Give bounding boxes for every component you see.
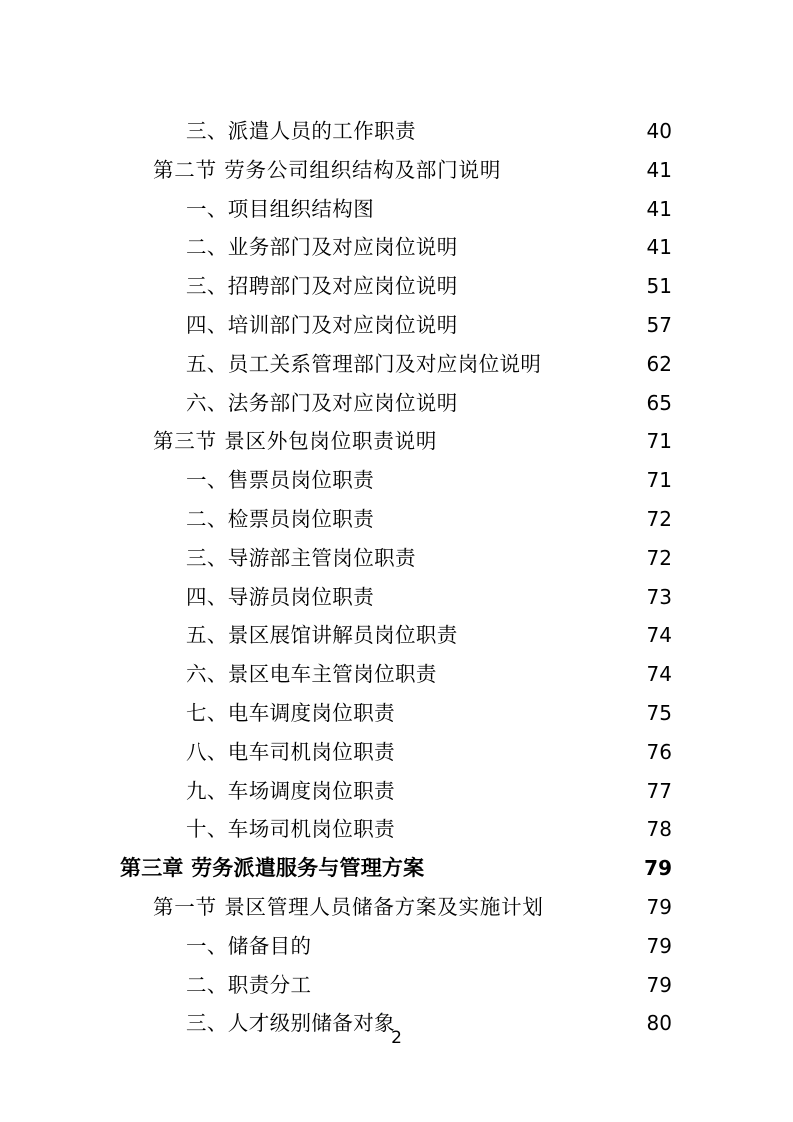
toc-entry-page-number: 57 (646, 312, 672, 337)
toc-entry[interactable] (120, 655, 672, 694)
toc-entry-label: 一、售票员岗位职责 (186, 468, 375, 493)
toc-dot-leader (395, 816, 646, 837)
toc-entry-page-number: 65 (646, 390, 672, 415)
toc-entry[interactable] (120, 461, 672, 500)
toc-dot-leader (416, 118, 646, 139)
toc-entry-label: 五、景区展馆讲解员岗位职责 (186, 623, 458, 648)
toc-dot-leader (458, 234, 637, 255)
toc-entry-page-number: 40 (646, 119, 672, 143)
toc-dot-leader (416, 544, 646, 565)
toc-entry[interactable] (120, 345, 672, 384)
toc-entry[interactable] (120, 927, 672, 966)
toc-entry-label: 一、项目组织结构图 (186, 196, 375, 221)
toc-entry-page-number: 41 (646, 157, 672, 182)
toc-entry[interactable] (120, 966, 672, 1005)
toc-entry-page-number: 41 (646, 196, 672, 221)
toc-entry-label: 五、员工关系管理部门及对应岗位说明 (186, 351, 542, 376)
toc-entry-label: 一、储备目的 (186, 933, 312, 958)
toc-entry-label: 三、人才级别储备对象 (186, 1011, 395, 1036)
toc-entry-page-number: 76 (646, 739, 672, 764)
toc-entry-page-number: 72 (646, 545, 672, 570)
toc-entry-page-number: 73 (646, 584, 672, 609)
toc-entry-label: 三、派遣人员的工作职责 (186, 119, 416, 143)
toc-entry[interactable] (120, 694, 672, 733)
toc-entry[interactable] (120, 849, 672, 888)
toc-entry[interactable] (120, 384, 672, 423)
toc-entry-page-number: 77 (646, 778, 672, 803)
toc-entry-page-number: 51 (646, 274, 672, 299)
toc-dot-leader (544, 893, 637, 914)
footer-page-number: 2 (391, 1028, 402, 1048)
toc-dot-leader (458, 622, 637, 643)
toc-dot-leader (501, 156, 646, 177)
toc-entry-page-number: 79 (646, 894, 672, 919)
toc-entry-label: 第三章 劳务派遣服务与管理方案 (120, 855, 425, 881)
toc-entry-label: 三、招聘部门及对应岗位说明 (186, 274, 458, 299)
toc-entry-label: 四、培训部门及对应岗位说明 (186, 312, 458, 337)
toc-dot-leader (311, 971, 637, 992)
toc-dot-leader (437, 661, 637, 682)
toc-entry[interactable] (120, 810, 672, 849)
toc-entry[interactable] (120, 539, 672, 578)
toc-entry-page-number: 79 (646, 972, 672, 997)
toc-entry-label: 二、职责分工 (186, 972, 312, 997)
table-of-contents (120, 112, 672, 1043)
toc-entry-page-number: 80 (646, 1011, 672, 1036)
toc-entry-page-number: 71 (646, 429, 672, 454)
toc-entry-label: 六、景区电车主管岗位职责 (186, 662, 437, 687)
toc-dot-leader (458, 311, 637, 332)
toc-entry[interactable] (120, 151, 672, 190)
toc-entry-page-number: 74 (646, 623, 672, 648)
toc-dot-leader (395, 738, 646, 759)
toc-dot-leader (311, 932, 637, 953)
toc-entry-page-number: 72 (646, 506, 672, 531)
toc-entry-label: 六、法务部门及对应岗位说明 (186, 390, 458, 415)
toc-entry-page-number: 79 (644, 856, 672, 881)
toc-entry[interactable] (120, 772, 672, 811)
toc-dot-leader (374, 583, 637, 604)
toc-entry-label: 第二节 劳务公司组织结构及部门说明 (153, 157, 502, 182)
toc-entry-label: 十、车场司机岗位职责 (186, 817, 395, 842)
toc-entry[interactable] (120, 306, 672, 345)
toc-entry-page-number: 41 (646, 235, 672, 260)
toc-entry[interactable] (120, 422, 672, 461)
toc-entry[interactable] (120, 267, 672, 306)
toc-dot-leader (437, 428, 637, 449)
toc-entry[interactable] (120, 578, 672, 617)
toc-entry-page-number: 71 (646, 468, 672, 493)
toc-entry-page-number: 75 (646, 700, 672, 725)
toc-entry[interactable] (120, 500, 672, 539)
toc-entry-label: 二、检票员岗位职责 (186, 506, 375, 531)
toc-entry[interactable] (120, 112, 672, 151)
toc-entry-label: 三、导游部主管岗位职责 (186, 545, 416, 570)
toc-entry-label: 八、电车司机岗位职责 (186, 739, 395, 764)
toc-dot-leader (458, 389, 637, 410)
toc-dot-leader (424, 855, 644, 876)
toc-dot-leader (374, 195, 637, 216)
toc-entry-page-number: 74 (646, 662, 672, 687)
toc-entry[interactable] (120, 190, 672, 229)
toc-entry[interactable] (120, 616, 672, 655)
toc-entry-label: 二、业务部门及对应岗位说明 (186, 235, 458, 260)
toc-dot-leader (374, 505, 637, 526)
toc-dot-leader (458, 273, 637, 294)
toc-entry-label: 第三节 景区外包岗位职责说明 (153, 429, 438, 454)
toc-dot-leader (395, 699, 646, 720)
toc-entry-label: 七、电车调度岗位职责 (186, 700, 395, 725)
toc-entry[interactable] (120, 888, 672, 927)
toc-entry-page-number: 79 (646, 933, 672, 958)
toc-dot-leader (395, 777, 646, 798)
toc-entry[interactable] (120, 733, 672, 772)
toc-entry[interactable] (120, 228, 672, 267)
toc-entry-page-number: 78 (646, 817, 672, 842)
toc-dot-leader (374, 467, 637, 488)
toc-entry-label: 第一节 景区管理人员储备方案及实施计划 (153, 894, 544, 919)
toc-dot-leader (541, 350, 637, 371)
toc-entry-label: 四、导游员岗位职责 (186, 584, 375, 609)
toc-entry-label: 九、车场调度岗位职责 (186, 778, 395, 803)
toc-entry-page-number: 62 (646, 351, 672, 376)
